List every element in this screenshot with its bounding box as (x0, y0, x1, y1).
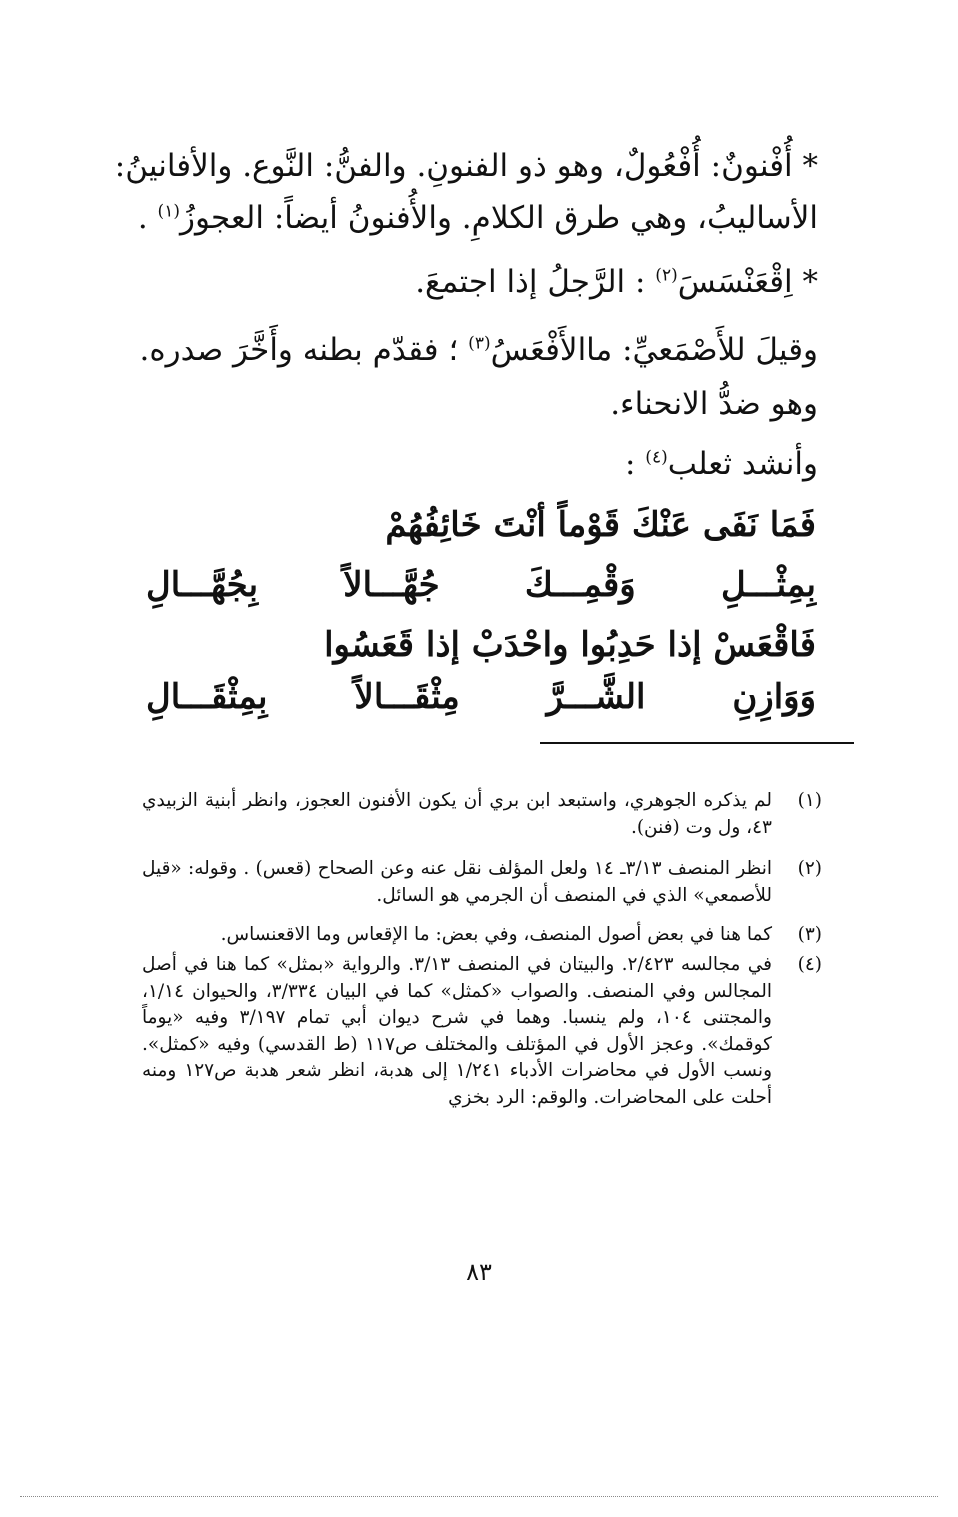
footnote-2 (142, 856, 822, 909)
footnote-number: (٢) (797, 858, 822, 879)
entry-iqansas (415, 260, 818, 304)
entry-thalab (625, 442, 818, 486)
footnote-text: انظر المنصف ٣/١٣ـ ١٤ ولعل المؤلف نقل عنه وعن الصحاح (قعس) . وقوله: «قيل للأصمعي» الذي في المنصف أن الجرمي هو السائل. (142, 858, 772, 906)
footnote-3 (142, 922, 822, 949)
entry-text: . (137, 200, 158, 236)
verse-4: وَوَازِنِ الشَّـــرَّ مِثْقَـــالاً بِمِثْقَـــالِ (146, 677, 816, 717)
footnote-1 (142, 788, 822, 841)
entry-text: وقيلَ للأَصْمَعيِّ: ماالأَفْعَسُ (490, 332, 818, 368)
footnote-text: في مجالسه ٢/٤٢٣. والبيتان في المنصف ٣/١٣. والرواية «بمثل» كما هنا في أصل المجالس وفي المنصف. والصواب «كمثل» كما في البيان ٣/٣٣٤، والحيوان ١/١٤، والمجتنى ١٠٤، ولم ينسبا. وهما في شرح ديوان أبي تمام ٣/١٩٧ وفيه «يوماً كوقمك». وعجز الأول في المؤتلف والمختلف ص١١٧ (ط القدسي) وفيه «كمثل». ونسب الأول في محاضرات الأدباء ١/٢٤١ إلى هدبة، انظر شعر هدبة ص١٢٧ ومنه أحلت على المحاضرات. والوقم: الرد بخزي (142, 954, 773, 1108)
entry-text: وأنشد ثعلب (667, 446, 818, 482)
entry-text: : (624, 446, 646, 482)
entry-text: الأساليبُ، وهي طرق الكلامِ. والأُفنونُ أيضاً: العجوزُ (179, 200, 818, 236)
footnote-number: (١) (797, 790, 822, 811)
entry-text: ؛ فقدّم بطنه وأَخَّرَ صدره. (139, 332, 469, 368)
footnote-separator (540, 742, 854, 744)
footnote-text: لم يذكره الجوهري، واستبعد ابن بري أن يكون الأفنون العجوز، وانظر أبنية الزبيدي ٤٣، ول وت (فنن). (142, 790, 772, 838)
footnote-text: كما هنا في بعض أصول المنصف، وفي بعض: ما الإقعاس وما الاقعنساس. (220, 924, 772, 945)
scan-edge-dots (20, 1496, 938, 1497)
footnote-4 (142, 952, 822, 1111)
footnote-ref: (٣) (468, 333, 491, 354)
entry-text: وهو ضدُّ الانحناء. (610, 386, 818, 422)
entry-text: : الرَّجلُ إذا اجتمعَ. (415, 264, 656, 300)
footnote-ref: (٢) (655, 265, 678, 286)
entry-text: * أُفْنونٌ: أُفْعُولٌ، وهو ذو الفنونِ. والفنُّ: النَّوع. والأفانينُ: (114, 148, 818, 184)
footnote-ref: (١) (157, 201, 180, 222)
footnote-number: (٤) (797, 954, 822, 975)
footnote-number: (٣) (797, 924, 822, 945)
entry-ufnun-line-1 (114, 144, 818, 188)
entry-ufnun-line-2 (138, 196, 818, 240)
verse-2: بِمِثْـــلِ وَقْمِـــكَ جُهَّـــالاً بِجُهَّـــالِ (146, 565, 816, 605)
entry-headword: * اِقْعَنْسَسَ (677, 264, 818, 300)
footnote-ref: (٤) (645, 447, 668, 468)
verse-1: فَمَا نَفَى عَنْكَ قَوْماً أنْتَ خَائِفُهُمْ (385, 505, 816, 545)
verse-3: فَاقْعَسْ إذا حَدِبُوا واحْدَبْ إذا قَعَسُوا (324, 625, 816, 665)
entry-afas-line-1 (140, 328, 818, 372)
entry-afas-line-2 (610, 382, 818, 426)
page-number: ٨٣ (466, 1258, 492, 1286)
